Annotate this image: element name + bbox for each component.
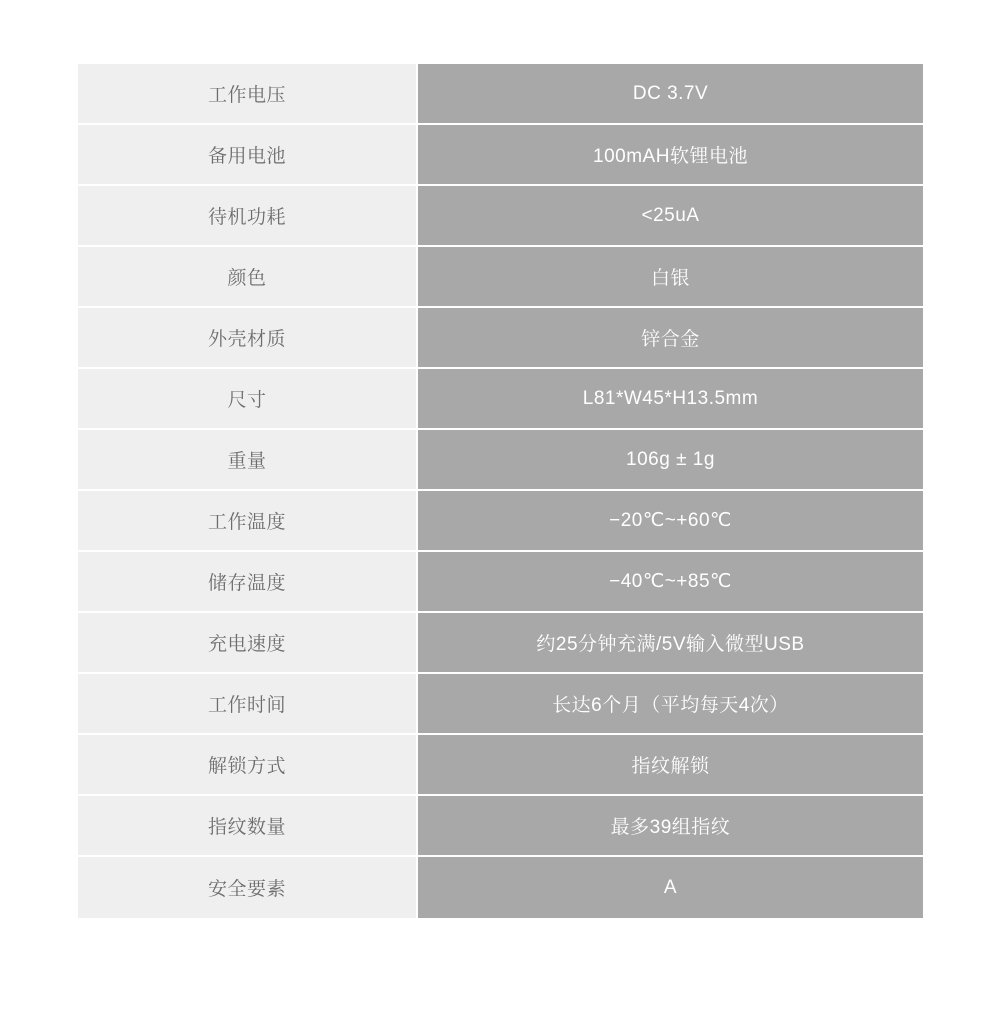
- spec-value: 白银: [418, 247, 923, 308]
- spec-value: −20℃~+60℃: [418, 491, 923, 552]
- spec-label: 工作电压: [78, 64, 418, 125]
- spec-value: DC 3.7V: [418, 64, 923, 125]
- spec-label: 备用电池: [78, 125, 418, 186]
- spec-value: −40℃~+85℃: [418, 552, 923, 613]
- spec-label: 工作温度: [78, 491, 418, 552]
- table-row: [78, 247, 923, 308]
- spec-value: L81*W45*H13.5mm: [418, 369, 923, 430]
- spec-label: 指纹数量: [78, 796, 418, 857]
- spec-label: 工作时间: [78, 674, 418, 735]
- table-row: [78, 796, 923, 857]
- spec-value: <25uA: [418, 186, 923, 247]
- table-row: [78, 735, 923, 796]
- spec-label: 安全要素: [78, 857, 418, 918]
- specification-table-body: [78, 64, 923, 918]
- spec-value: 指纹解锁: [418, 735, 923, 796]
- spec-label: 颜色: [78, 247, 418, 308]
- specification-table: [78, 64, 923, 918]
- table-row: [78, 186, 923, 247]
- table-row: [78, 369, 923, 430]
- table-row: [78, 308, 923, 369]
- spec-label: 重量: [78, 430, 418, 491]
- spec-value: A: [418, 857, 923, 918]
- spec-value: 100mAH软锂电池: [418, 125, 923, 186]
- table-row: [78, 430, 923, 491]
- spec-value: 约25分钟充满/5V输入微型USB: [418, 613, 923, 674]
- spec-label: 外壳材质: [78, 308, 418, 369]
- spec-value: 106g ± 1g: [418, 430, 923, 491]
- spec-label: 尺寸: [78, 369, 418, 430]
- table-row: [78, 552, 923, 613]
- spec-value: 锌合金: [418, 308, 923, 369]
- table-row: [78, 857, 923, 918]
- table-row: [78, 125, 923, 186]
- spec-label: 充电速度: [78, 613, 418, 674]
- spec-value: 最多39组指纹: [418, 796, 923, 857]
- table-row: [78, 64, 923, 125]
- table-row: [78, 491, 923, 552]
- spec-label: 解锁方式: [78, 735, 418, 796]
- table-row: [78, 613, 923, 674]
- table-row: [78, 674, 923, 735]
- spec-label: 待机功耗: [78, 186, 418, 247]
- spec-value: 长达6个月（平均每天4次）: [418, 674, 923, 735]
- spec-label: 储存温度: [78, 552, 418, 613]
